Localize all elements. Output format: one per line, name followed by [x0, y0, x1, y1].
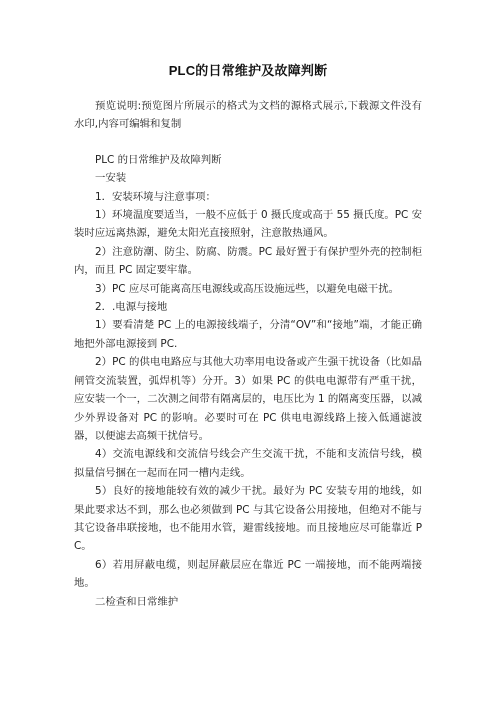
paragraph: PLC 的日常维护及故障判断: [95, 153, 222, 166]
preview-note: 预览说明:预览图片所展示的格式为文档的源格式展示,下载源文件没有水印,内容可编辑和复制: [74, 100, 422, 131]
paragraph: 4）交流电源线和交流信号线会产生交流干扰，不能和支流信号线，模拟量信号捆在一起而在同一槽内走线。: [74, 448, 422, 479]
section-heading: 二检查和日常维护: [95, 595, 179, 608]
paragraph: 2）注意防潮、防尘、防腐、防震。PC 最好置于有保护型外壳的控制柜内，而且 PC 固定要牢靠。: [74, 245, 422, 277]
paragraph: 2）PC 的供电电路应与其他大功率用电设备或产生强干扰设备（比如晶闸管交流装置，弧焊机等）分开。3）如果 PC 的供电电源带有严重干扰，应安装一个一，二次测之间带有隔离层的，电压比为 1 的隔离变压器，以减少外界设备对 PC 的影响。必要时可在 PC 供电电源线路上接入低通滤波器，以便滤去高频干扰信号。: [74, 356, 422, 442]
paragraph: 3）PC 应尽可能离高压电源线或高压设施远些，以避免电磁干扰。: [95, 282, 399, 295]
paragraph: 1）环境温度要适当，一般不应低于 0 摄氏度或高于 55 摄氏度。PC 安装时应远离热源，避免太阳光直接照射，注意散热通风。: [74, 209, 422, 240]
paragraph: 2．.电源与接地: [95, 301, 168, 314]
paragraph: 5）良好的接地能较有效的减少干扰。最好为 PC 安装专用的地线，如果此要求达不到，那么也必须做到 PC 与其它设备公用接地，但绝对不能与其它设备串联接地，也不能用水管，避雷线接地。而且接地应尽可能靠近 PC。: [74, 485, 422, 553]
paragraph: 6）若用屏蔽电缆，则起屏蔽层应在靠近 PC 一端接地，而不能两端接地。: [74, 558, 422, 590]
section-heading: 一安装: [95, 172, 127, 185]
paragraph: 1）要看清楚 PC 上的电源接线端子，分清“OV”和“接地”端，才能正确地把外部电源接到 PC.: [74, 319, 422, 350]
document-title: PLC的日常维护及故障判断: [168, 63, 328, 78]
paragraph: 1．安装环境与注意事项：: [95, 190, 216, 203]
